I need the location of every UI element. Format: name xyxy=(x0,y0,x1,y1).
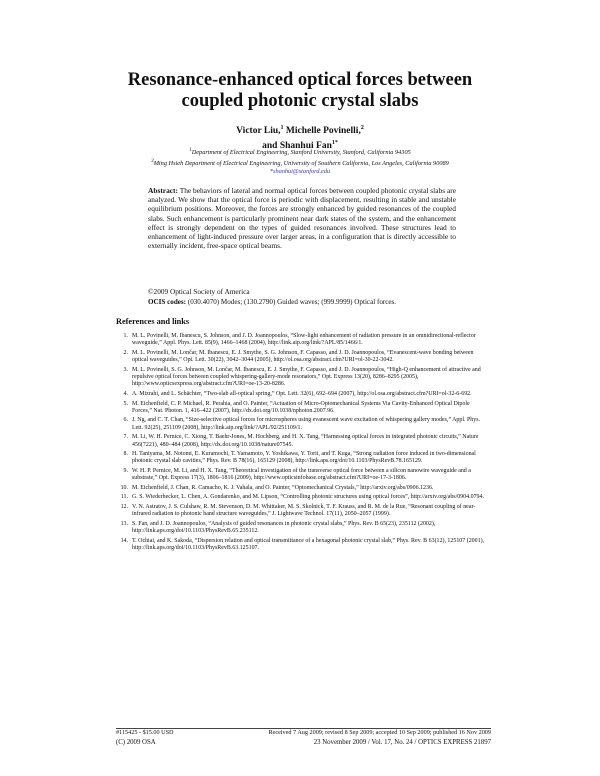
reference-text: G. S. Wiederhecker, L. Chen, A. Gondarenko, and M. Lipson, “Controlling photonic structures using optical forces”, http://arxiv.org/abs/0904.0794. xyxy=(132,494,484,501)
reference-item xyxy=(116,417,486,432)
affil-text: Ming Hsieh Department of Electrical Engineering, University of Southern California, Los Angeles, California 90089 xyxy=(153,159,449,167)
reference-text: M. L. Povinelli, M. Ibanescu, S. Johnson, and J. D. Joannopoulos, “Slow-light enhancement of radiation pressure in an omnidirectional-reflector waveguide,” Appl. Phys. Lett. 85(9), 1466–1468 (2004), http://link.aip.org/link/?APL/85/1466/1. xyxy=(132,333,476,347)
reference-item xyxy=(116,401,486,416)
reference-number: 6. xyxy=(123,417,128,424)
author-sup: 1 xyxy=(280,125,284,131)
affil-text: Department of Electrical Engineering, Stanford University, Stanford, California 94305 xyxy=(191,149,411,157)
affiliation-2 xyxy=(20,158,580,169)
title-line-1: Resonance-enhanced optical forces between xyxy=(127,70,473,90)
reference-number: 5. xyxy=(123,400,128,407)
abstract xyxy=(148,186,456,250)
reference-number: 9. xyxy=(123,468,128,474)
reference-item xyxy=(116,538,486,553)
reference-item xyxy=(116,485,486,492)
reference-item xyxy=(116,350,486,365)
affiliations xyxy=(20,147,580,177)
copyright-notice: ©2009 Optical Society of America xyxy=(148,287,250,296)
reference-text: M. L. Povinelli, S. G. Johnson, M. Lončar, M. Ibanescu, E. J. Smythe, F. Capasso, and J. D. Joannopoulos, “High-Q enhancement of attractive and repulsive optical forces between coupled whispering-gallery-mode resonators,” Opt. Express 13(20), 8286–8295 (2005), http://www.opticsexpress.org/abstract.cfm?URI=oe-13-20-8286. xyxy=(132,366,481,388)
reference-text: M. L. Povinelli, M. Lončar, M. Ibanescu, E. J. Smythe, S. G. Johnson, F. Capasso, and J. D. Joannopoulos, “Evanescent-wave bonding between optical waveguides,” Opt. Lett. 30(22), 3042–3044 (2005), http://ol.osa.org/abstract.cfm?URI=ol-30-22-3042. xyxy=(132,349,474,364)
reference-item xyxy=(116,504,486,519)
author-sup: 1* xyxy=(331,140,338,147)
footer-copyright: (C) 2009 OSA xyxy=(116,739,156,746)
reference-number: 7. xyxy=(123,434,128,441)
reference-text: T. Ochiai, and K. Sakoda, “Dispersion relation and optical transmittance of a hexagonal photonic crystal slab,” Phys. Rev. B 63(12), 125107 (2001), http://link.aps.org/doi/10.1103/PhysRevB.63.125107. xyxy=(132,537,485,552)
reference-number: 11. xyxy=(120,494,128,501)
reference-text: H. Taniyama, M. Notomi, E. Kuramochi, T. Yamamoto, Y. Yoshikawa, Y. Torii, and T. Kuga, “Strong radiation force induced in two-dimensional photonic crystal slab cavities,” Phys. Rev. B 78(16), 165129 (2008), http://link.aps.org/doi/10.1103/PhysRevB.78.165129. xyxy=(132,451,476,465)
reference-number: 3. xyxy=(123,366,128,373)
author-povinelli: Michelle Povinelli, xyxy=(285,126,361,137)
corresponding-email[interactable]: *shanhui@stanford.edu xyxy=(269,168,331,176)
reference-text: S. Fan, and J. D. Joannopoulos, “Analysis of guided resonances in photonic crystal slabs,” Phys. Rev. B 65(23), 235112 (2002), http://link.aps.org/doi/10.1103/PhysRevB.65.235112. xyxy=(132,520,436,535)
reference-text: J. Ng, and C. T. Chan, “Size-selective optical forces for microspheres using evanescent wave excitation of whispering gallery modes,” Appl. Phys. Lett. 92(25), 251109 (2008), http://link.aip.org/link/?APL/92/251109/1. xyxy=(132,417,481,431)
abstract-text: The behaviors of lateral and normal optical forces between coupled photonic crystal slabs are analyzed. We show that the optical force is periodic with displacement, resulting in stable and unstable equilibrium positions. Moreover, the forces are strongly enhanced by guided resonances of the coupled slabs. Such enhancement is particularly prominent near dark states of the system, and the enhancement effect is strongly dependent on the types of guided resonances involved. These structures lead to enhancement of light-induced pressure over larger areas, in a configuration that is directly accessible to externally incident, free-space optical beams. xyxy=(148,186,456,251)
reference-item xyxy=(116,367,486,389)
ocis-text: (030.4070) Modes; (130.2790) Guided waves; (999.9999) Optical forces. xyxy=(187,298,397,306)
paper-title xyxy=(60,70,540,112)
ocis-codes xyxy=(148,298,478,307)
reference-item xyxy=(116,521,486,536)
reference-text: M. Li, W. H. Pernice, C. Xiong, T. Baehr-Jones, M. Hochberg, and H. X. Tang, “Harnessing optical forces in integrated photonic circuits,” Nature 456(7221), 480–484 (2008), http://dx.doi.org/10.1038/nature07545. xyxy=(132,434,479,448)
reference-text: M. Eichenfield, J. Chan, R. Camacho, K. J. Vahala, and O. Painter, “Optomechanical Crystals,” http://arxiv.org/abs/0906.1236. xyxy=(132,484,434,491)
footer-received: Received 7 Aug 2009; revised 8 Sep 2009; accepted 10 Sep 2009; published 16 Nov 2009 xyxy=(268,729,491,736)
affiliation-1 xyxy=(20,147,580,158)
reference-number: 2. xyxy=(123,349,128,356)
reference-number: 1. xyxy=(123,333,128,339)
footer-doc-id: #115425 - $15.00 USD xyxy=(116,729,174,736)
authors-line-1 xyxy=(60,122,540,137)
title-line-2: coupled photonic crystal slabs xyxy=(181,91,419,111)
footer-journal: 23 November 2009 / Vol. 17, No. 24 / OPTICS EXPRESS 21897 xyxy=(313,739,491,746)
reference-list xyxy=(116,333,486,555)
reference-item xyxy=(116,333,486,348)
reference-number: 8. xyxy=(123,451,128,458)
author-fan: and Shanhui Fan xyxy=(262,141,332,152)
affil-sup: 1 xyxy=(189,148,192,153)
author-liu: Victor Liu, xyxy=(236,126,281,137)
author-sup: 2 xyxy=(360,125,364,131)
reference-number: 13. xyxy=(120,520,128,527)
abstract-label: Abstract: xyxy=(148,186,178,195)
ocis-label: OCIS codes: xyxy=(148,298,187,306)
references-heading: References and links xyxy=(116,317,190,326)
reference-item xyxy=(116,468,486,483)
reference-item xyxy=(116,391,486,398)
reference-item xyxy=(116,434,486,449)
reference-text: M. Eichenfield, C. P. Michael, R. Perahia, and O. Painter, “Actuation of Micro-Optomechanical Systems Via Cavity-Enhanced Optical Dipole Forces,” Nat. Photon. 1, 416–422 (2007), http://dx.doi.org/10.1038/nphoton.2007.96. xyxy=(132,400,470,414)
reference-text: V. N. Astratov, J. S. Culshaw, R. M. Stevenson, D. M. Whittaker, M. S. Skolnick, T. F. Krauss, and R. M. de la Rue, “Resonant coupling of near-infrared radiation to photonic band structure waveguides,” J. Lightwave Technol. 17(11), 2050–2057 (1999). xyxy=(132,503,476,518)
reference-number: 14. xyxy=(120,537,128,544)
reference-number: 12. xyxy=(120,503,128,510)
reference-item xyxy=(116,451,486,466)
reference-number: 4. xyxy=(123,390,128,397)
reference-text: W. H. P. Pernice, M. Li, and H. X. Tang, “Theoretical investigation of the transverse optical force between a silicon nanowire waveguide and a substrate,” Opt. Express 17(3), 1806–1816 (2009), http://www.opticsinfobase.org/abstract.cfm?URI=oe-17-3-1806. xyxy=(132,468,471,482)
reference-item xyxy=(116,494,486,501)
reference-text: A. Mizrahi, and L. Schächter, “Two-slab all-optical spring,” Opt. Lett. 32(6), 692–694 (2007), http://ol.osa.org/abstract.cfm?URI=ol-32-6-692. xyxy=(132,390,472,397)
affil-sup: 2 xyxy=(151,158,154,164)
reference-number: 10. xyxy=(120,484,128,491)
